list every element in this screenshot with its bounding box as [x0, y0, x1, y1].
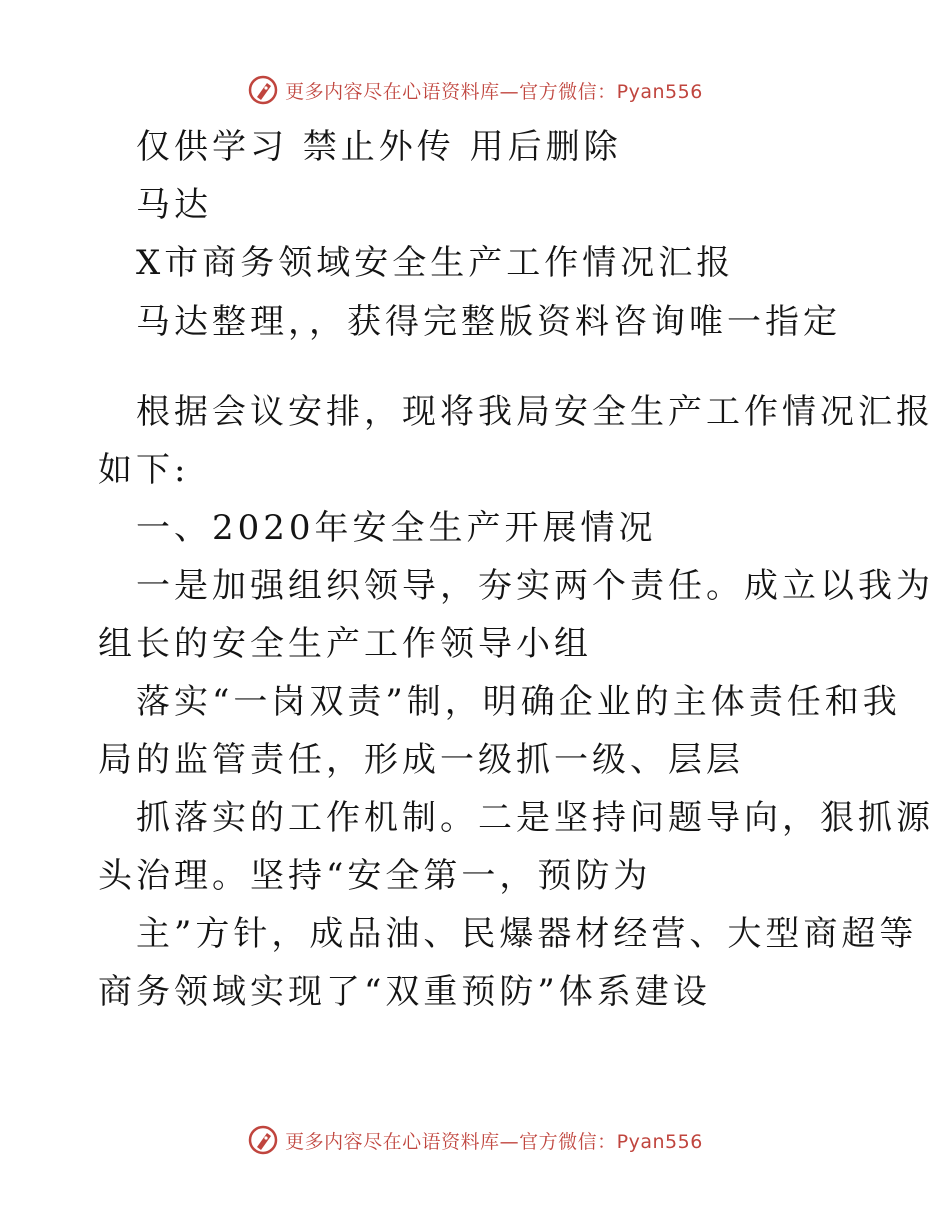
doc-line-paragraph-1b: 如下:	[98, 450, 190, 490]
doc-line-paragraph-5a: 主”方针，成品油、民爆器材经营、大型商超等	[136, 914, 918, 954]
watermark-header	[0, 70, 950, 110]
pen-nib-circle-icon	[247, 1124, 279, 1156]
doc-line-title: X市商务领域安全生产工作情况汇报	[136, 243, 735, 283]
watermark-footer-text: 更多内容尽在心语资料库—官方微信：Pyan556	[285, 1130, 703, 1153]
doc-line-paragraph-1a: 根据会议安排，现将我局安全生产工作情况汇报	[136, 392, 934, 432]
doc-line-paragraph-4a: 抓落实的工作机制。二是坚持问题导向，狠抓源	[136, 798, 934, 838]
doc-line-compiler-note: 马达整理，，获得完整版资料咨询唯一指定	[136, 302, 841, 342]
doc-line-paragraph-2b: 组长的安全生产工作领导小组	[98, 624, 592, 664]
watermark-footer	[0, 1120, 950, 1160]
watermark-header-inner	[247, 74, 703, 106]
doc-line-paragraph-5b: 商务领域实现了“双重预防”体系建设	[98, 972, 711, 1012]
watermark-header-text: 更多内容尽在心语资料库—官方微信：Pyan556	[285, 80, 703, 103]
watermark-footer-inner	[247, 1124, 703, 1156]
doc-line-paragraph-2a: 一是加强组织领导，夯实两个责任。成立以我为	[136, 566, 934, 606]
pen-nib-circle-icon	[247, 74, 279, 106]
doc-line-section-heading: 一、2020年安全生产开展情况	[136, 508, 657, 548]
doc-line-paragraph-3a: 落实“一岗双责”制，明确企业的主体责任和我	[136, 682, 901, 722]
doc-line-disclaimer: 仅供学习 禁止外传 用后删除	[136, 127, 622, 167]
doc-line-paragraph-3b: 局的监管责任，形成一级抓一级、层层	[98, 740, 744, 780]
doc-line-author: 马达	[136, 185, 212, 225]
doc-line-paragraph-4b: 头治理。坚持“安全第一，预防为	[98, 856, 652, 896]
